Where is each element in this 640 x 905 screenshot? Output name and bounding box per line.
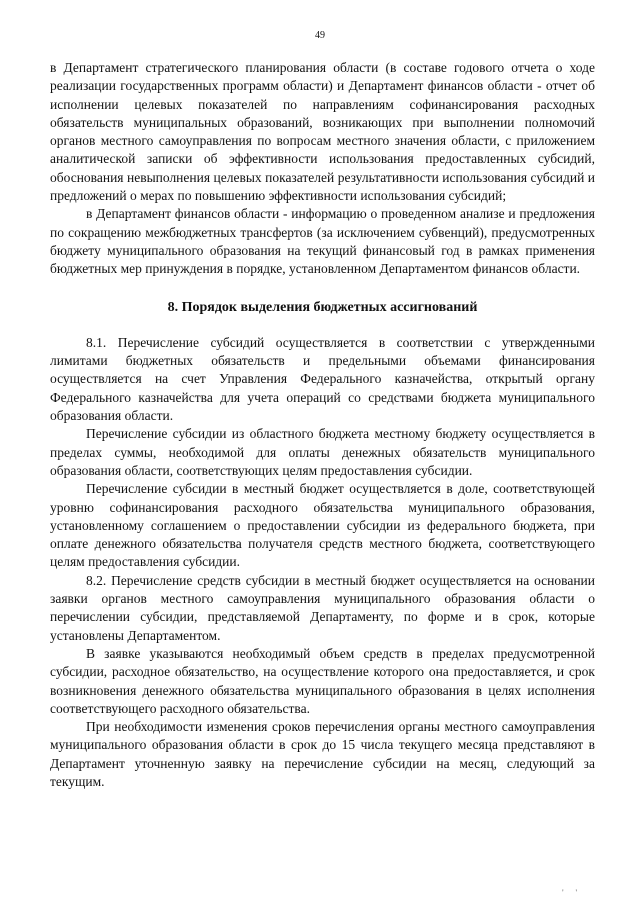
paragraph-request-content: В заявке указываются необходимый объем средств в пределах предусмотренной субсидии, расходное обязательство, на осуществление которого она предоставляется, и срок возникновения денежного обязательства муниципального образования в целях исполнения соответствующего расходного обязательства. bbox=[50, 645, 595, 716]
section-title: 8. Порядок выделения бюджетных ассигнований bbox=[167, 299, 478, 315]
paragraph-request-change: При необходимости изменения сроков перечисления органы местного самоуправления муниципального образования области в срок до 15 числа текущего месяца представляют в Департамент уточненную заявку на перечисление субсидии на месяц, следующий за текущим. bbox=[50, 719, 595, 789]
paragraph-transfer-limit: Перечисление субсидии из областного бюджета местному бюджету осуществляется в пределах суммы, необходимой для оплаты денежных обязательств муниципального образования области, соответствующих целям предоставления субсидии. bbox=[50, 426, 595, 478]
paragraph-8-2: 8.2. Перечисление средств субсидии в местный бюджет осуществляется на основании заявки органов местного самоуправления муниципального образования области о перечислении субсидии, представляемой Департаменту, по форме и в срок, которые установлены Департаментом. bbox=[50, 572, 595, 643]
document-body bbox=[50, 59, 595, 791]
corner-marks: ' ' bbox=[562, 888, 582, 897]
page-number: 49 bbox=[315, 30, 325, 41]
paragraph-report-finance: в Департамент финансов области - информацию о проведенном анализе и предложения по сокращению межбюджетных трансфертов (за исключением субвенций), предусмотренных бюджету муниципального образования на текущий финансовый год в рамках применения бюджетных мер принуждения в порядке, установленном Департаментом финансов области. bbox=[50, 206, 595, 277]
paragraph-report-strategic: в Департамент стратегического планирования области (в составе годового отчета о ходе реализации государственных программ области) и Департамент финансов области - отчет об исполнении целевых показателей по направлениям софинансирования расходных обязательств муниципальных образований, возникающих при выполнении полномочий органов местного самоуправления по вопросам местного значения области, с приложением аналитической записки об эффективности использования предоставленных субсидий, обоснования невыполнения целевых показателей результативности использования субсидий и предложений о мерах по повышению эффективности использования субсидий; bbox=[50, 60, 595, 204]
paragraph-transfer-share: Перечисление субсидии в местный бюджет осуществляется в доле, соответствующей уровню софинансирования расходного обязательства муниципального образования, установленному соглашением о предоставлении субсидии из федерального бюджета, при оплате денежного обязательства получателя средств местного бюджета, соответствующего целям предоставления субсидии. bbox=[50, 481, 595, 570]
paragraph-8-1: 8.1. Перечисление субсидий осуществляется в соответствии с утвержденными лимитами бюджетных обязательств и предельными объемами финансирования осуществляется на счет Управления Федерального казначейства, открытый органу Федерального казначейства для учета операций со средствами бюджета муниципального образования области. bbox=[50, 334, 595, 424]
